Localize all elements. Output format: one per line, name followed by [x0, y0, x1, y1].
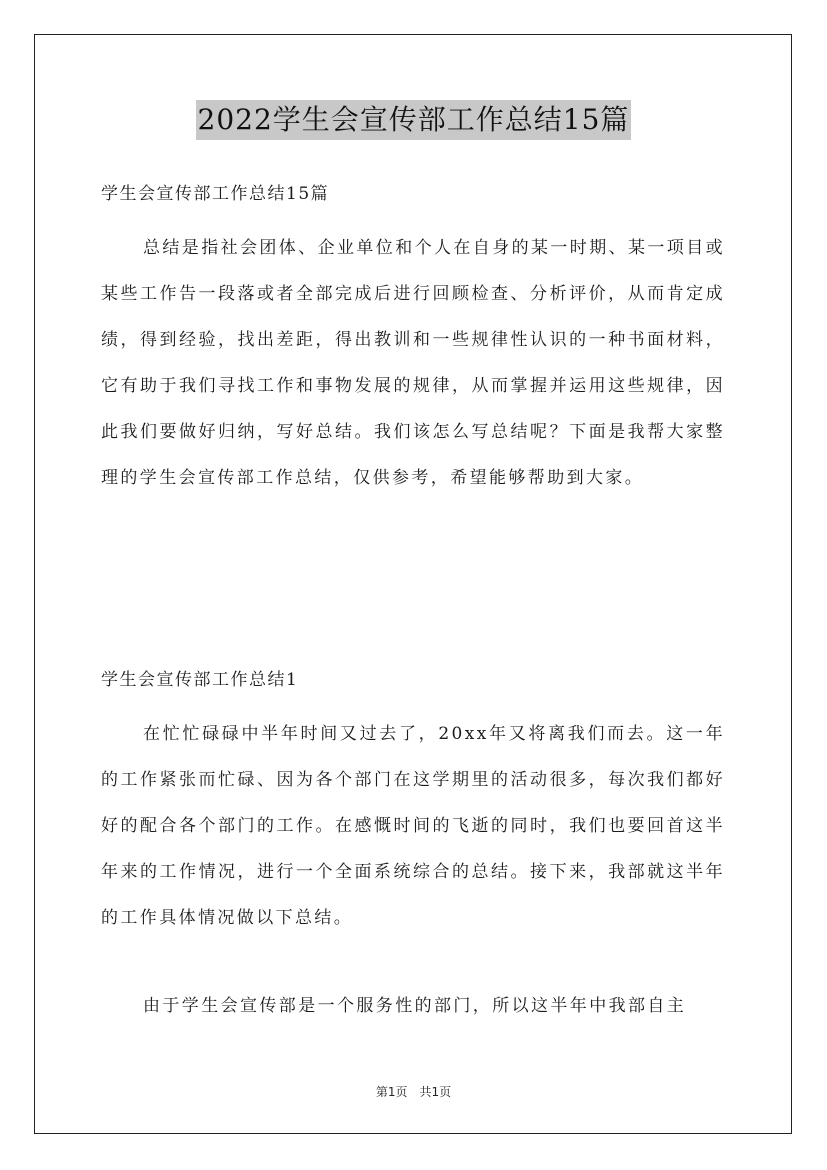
document-subtitle: 学生会宣传部工作总结15篇: [101, 184, 330, 204]
section-1-paragraph-1: 在忙忙碌碌中半年时间又过去了，20xx年又将离我们而去。这一年的工作紧张而忙碌、因为各个部门在这学期里的活动很多，每次我们都好好的配合各个部门的工作。在感慨时间的飞逝的同时，我们也要回首这半年来的工作情况，进行一个全面系统综合的总结。接下来，我部就这半年的工作具体情况做以下总结。: [101, 724, 725, 928]
document-title: 2022学生会宣传部工作总结15篇: [196, 100, 632, 140]
section-1-paragraph-2: 由于学生会宣传部是一个服务性的部门，所以这半年中我部自主: [143, 996, 687, 1016]
section-heading-1: 学生会宣传部工作总结1: [101, 670, 299, 690]
page-footer: 第1页 共1页: [375, 1085, 452, 1099]
title-container: [0, 100, 827, 140]
intro-paragraph: 总结是指社会团体、企业单位和个人在自身的某一时期、某一项目或某些工作告一段落或者全部完成后进行回顾检查、分析评价，从而肯定成绩，得到经验，找出差距，得出教训和一些规律性认识的一种书面材料，它有助于我们寻找工作和事物发展的规律，从而掌握并运用这些规律，因此我们要做好归纳，写好总结。我们该怎么写总结呢？下面是我帮大家整理的学生会宣传部工作总结，仅供参考，希望能够帮助到大家。: [101, 238, 725, 488]
